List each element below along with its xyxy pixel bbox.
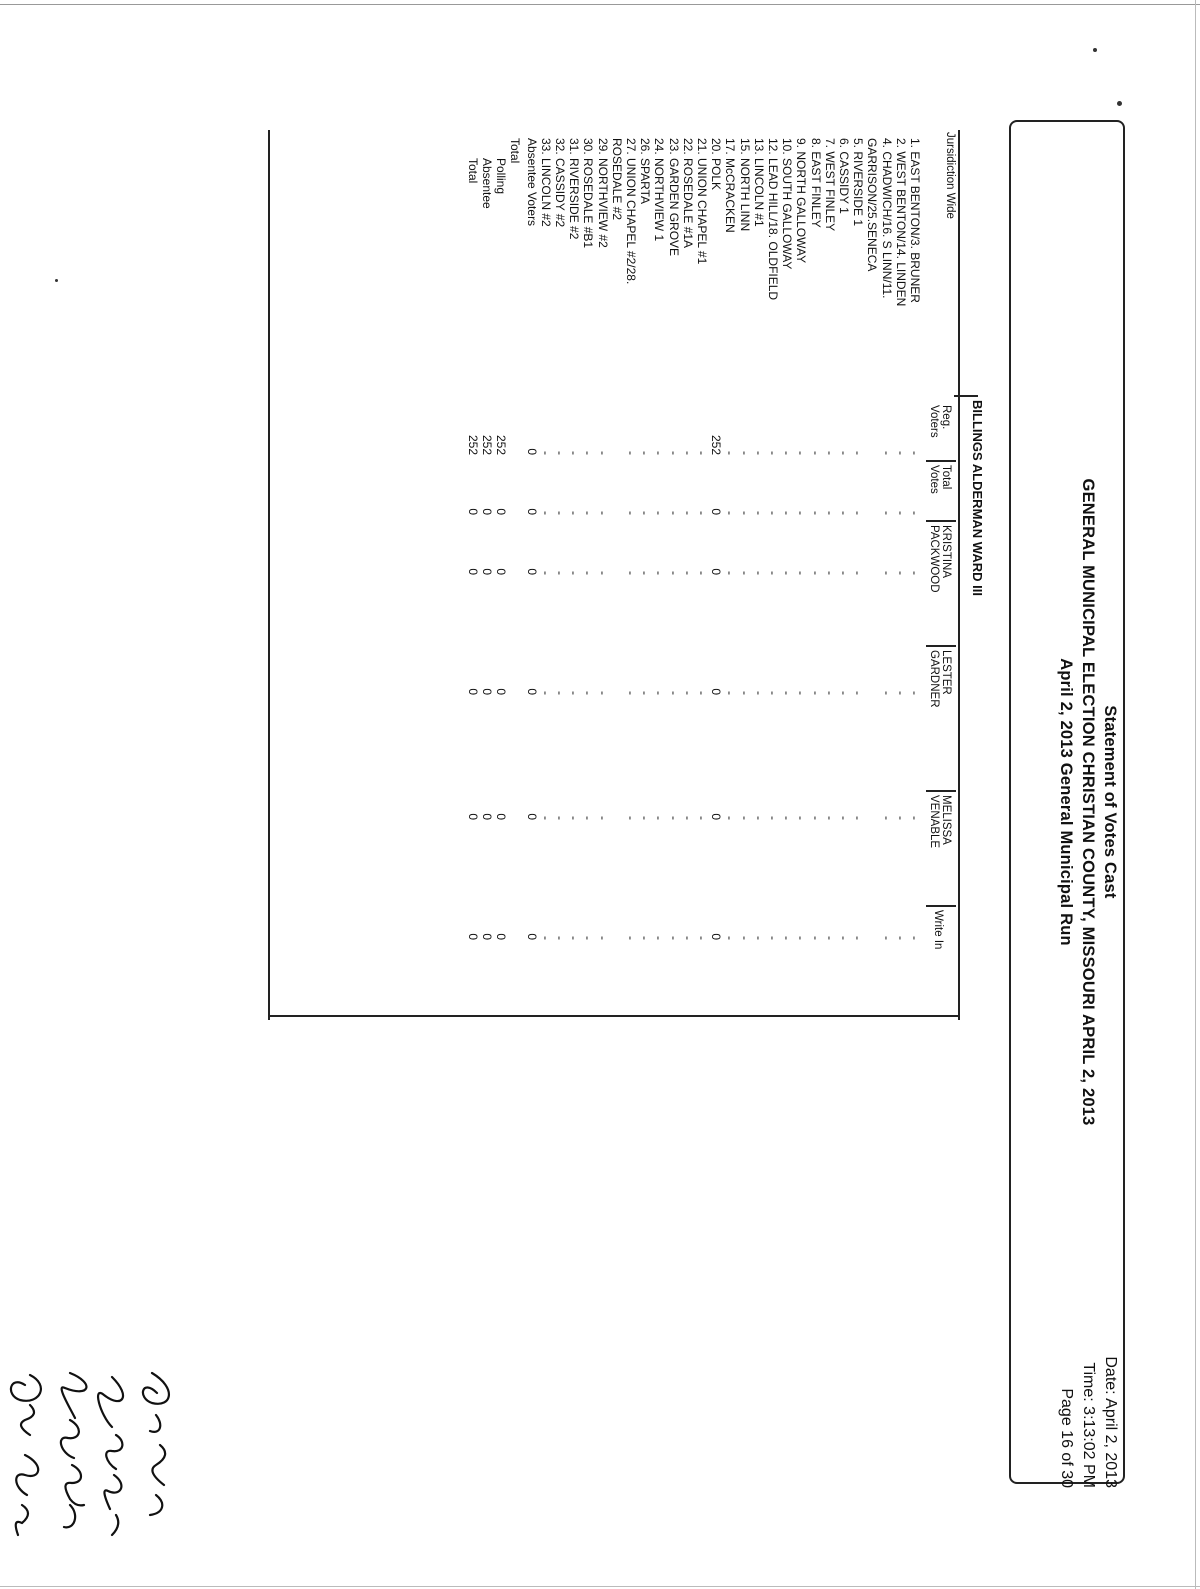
cell-c2: - bbox=[908, 691, 922, 695]
cell-c1: - bbox=[680, 571, 695, 575]
row-label: 12. LEAD HILL/18. OLDFIELD bbox=[766, 138, 780, 301]
cell-reg: 252 bbox=[709, 434, 724, 455]
cell-c2: - bbox=[780, 691, 795, 695]
cell-reg: - bbox=[766, 451, 780, 455]
row-label: 20. POLK bbox=[709, 138, 724, 191]
col-gardner-line2: GARDNER bbox=[928, 650, 940, 708]
row-label: 26. SPARTA bbox=[638, 138, 653, 205]
cell-c2: - bbox=[808, 691, 823, 695]
row-label: 27. UNION CHAPEL #2/28. bbox=[624, 138, 638, 285]
table-row bbox=[596, 138, 610, 1038]
cell-tv: - bbox=[553, 511, 567, 515]
cell-tv: - bbox=[808, 511, 823, 515]
cell-c1: 0 bbox=[524, 568, 539, 575]
cell-c3: - bbox=[638, 816, 653, 820]
cell-c4: - bbox=[553, 936, 567, 940]
cell-c2: - bbox=[553, 691, 567, 695]
table-row bbox=[709, 138, 723, 1038]
cell-tv: 0 bbox=[494, 508, 509, 515]
cell-reg: 0 bbox=[524, 448, 539, 455]
cell-c4: - bbox=[893, 936, 908, 940]
cell-c3: - bbox=[908, 816, 922, 820]
cell-reg: - bbox=[666, 451, 681, 455]
cell-c4: 0 bbox=[494, 933, 509, 940]
cell-reg: - bbox=[595, 451, 610, 455]
row-label: 15. NORTH LINN bbox=[737, 138, 752, 232]
cell-reg: - bbox=[538, 451, 553, 455]
col-jurisdiction-header: Jursidiction Wide bbox=[944, 132, 956, 219]
row-label: 6. CASSIDY 1 bbox=[837, 138, 851, 214]
cell-c3: - bbox=[538, 816, 553, 820]
cell-c2: - bbox=[652, 691, 667, 695]
cell-c4: 0 bbox=[465, 933, 480, 940]
table-row bbox=[695, 138, 709, 1038]
cell-reg: - bbox=[879, 451, 894, 455]
cell-c2: - bbox=[723, 691, 738, 695]
cell-tv: - bbox=[695, 511, 709, 515]
total-rule bbox=[268, 130, 270, 1020]
col-total-votes-line2: Votes bbox=[928, 465, 940, 494]
table-row bbox=[652, 138, 666, 1038]
cell-c2: - bbox=[666, 691, 681, 695]
cell-c3: - bbox=[680, 816, 695, 820]
row-label: 13. LINCOLN #1 bbox=[751, 138, 766, 227]
cell-tv: - bbox=[766, 511, 780, 515]
cell-c3: - bbox=[837, 816, 851, 820]
table-row bbox=[894, 138, 908, 1038]
cell-c2: 0 bbox=[494, 688, 509, 695]
cell-c2: 0 bbox=[524, 688, 539, 695]
col-sep bbox=[926, 645, 956, 647]
row-label: 22. ROSEDALE #1A bbox=[680, 138, 695, 249]
cell-c1: - bbox=[567, 571, 582, 575]
cell-reg: - bbox=[652, 451, 667, 455]
table-row bbox=[880, 138, 894, 1038]
cell-c1: - bbox=[723, 571, 738, 575]
table-row bbox=[766, 138, 780, 1038]
cell-c3: - bbox=[666, 816, 681, 820]
cell-c2: - bbox=[879, 691, 894, 695]
cell-c1: - bbox=[780, 571, 795, 575]
cell-c2: - bbox=[680, 691, 695, 695]
report-time: Time: 3:13:02 PM bbox=[1080, 1362, 1097, 1488]
col-reg-voters-line1: Reg. bbox=[940, 405, 952, 430]
cell-c2: - bbox=[751, 691, 766, 695]
cell-c4: 0 bbox=[524, 933, 539, 940]
report-run: April 2, 2013 General Municipal Run bbox=[1057, 658, 1075, 946]
cell-reg: - bbox=[808, 451, 823, 455]
cell-c1: - bbox=[766, 571, 780, 575]
table-row bbox=[539, 138, 553, 1038]
cell-reg: - bbox=[581, 451, 596, 455]
table-row bbox=[624, 138, 638, 1038]
row-label: 10. SOUTH GALLOWAY bbox=[780, 138, 795, 270]
table-row bbox=[908, 138, 922, 1038]
cell-c4: - bbox=[794, 936, 809, 940]
cell-reg: - bbox=[737, 451, 752, 455]
cell-c4: - bbox=[908, 936, 922, 940]
cell-c3: - bbox=[737, 816, 752, 820]
table-row bbox=[809, 138, 823, 1038]
cell-c1: - bbox=[893, 571, 908, 575]
col-venable-line2: VENABLE bbox=[928, 795, 940, 849]
cell-tv: - bbox=[624, 511, 638, 515]
col-venable-header bbox=[928, 795, 952, 848]
table-row bbox=[581, 138, 595, 1038]
cell-c1: - bbox=[553, 571, 567, 575]
cell-c3: - bbox=[851, 816, 866, 820]
cell-reg: - bbox=[751, 451, 766, 455]
cell-c4: - bbox=[766, 936, 780, 940]
row-label: 5. RIVERSIDE 1 bbox=[851, 138, 866, 227]
cell-c4: - bbox=[695, 936, 709, 940]
cell-c2: 0 bbox=[480, 688, 494, 695]
col-gardner-header bbox=[928, 650, 952, 708]
row-label: Total bbox=[465, 158, 480, 184]
cell-c4: - bbox=[808, 936, 823, 940]
row-label: Absentee bbox=[480, 158, 494, 209]
cell-c4: - bbox=[595, 936, 610, 940]
cell-c4: - bbox=[723, 936, 738, 940]
cell-c1: 0 bbox=[480, 568, 494, 575]
cell-tv: - bbox=[581, 511, 596, 515]
col-gardner-line1: LESTER bbox=[940, 650, 952, 695]
cell-reg: - bbox=[822, 451, 837, 455]
cell-c4: - bbox=[666, 936, 681, 940]
cell-reg: - bbox=[780, 451, 795, 455]
table-row bbox=[553, 138, 567, 1038]
cell-c3: - bbox=[595, 816, 610, 820]
cell-tv: - bbox=[893, 511, 908, 515]
cell-c4: - bbox=[680, 936, 695, 940]
cell-c4: - bbox=[751, 936, 766, 940]
table-row bbox=[466, 138, 480, 1038]
cell-c2: - bbox=[893, 691, 908, 695]
col-reg-voters-line2: Voters bbox=[928, 405, 940, 438]
cell-c1: 0 bbox=[494, 568, 509, 575]
contest-title: BILLINGS ALDERMAN WARD III bbox=[970, 400, 985, 596]
cell-reg: - bbox=[893, 451, 908, 455]
cell-c2: - bbox=[638, 691, 653, 695]
col-reg-voters-header bbox=[928, 405, 952, 438]
table-row bbox=[752, 138, 766, 1038]
row-label: 4. CHADWICH/16. S LINN/11. bbox=[879, 138, 894, 299]
row-label: 24. NORTHVIEW 1 bbox=[652, 138, 667, 242]
cell-c2: - bbox=[737, 691, 752, 695]
cell-c3: 0 bbox=[709, 813, 724, 820]
report-header-box bbox=[1009, 120, 1125, 1488]
cell-c4: - bbox=[737, 936, 752, 940]
cell-c3: - bbox=[751, 816, 766, 820]
cell-c4: 0 bbox=[709, 933, 724, 940]
cell-c4: - bbox=[581, 936, 596, 940]
table-row bbox=[480, 138, 494, 1038]
cell-reg: - bbox=[553, 451, 567, 455]
table-row bbox=[851, 138, 865, 1038]
cell-c1: - bbox=[879, 571, 894, 575]
cell-c1: - bbox=[822, 571, 837, 575]
cell-tv: - bbox=[652, 511, 667, 515]
row-label: Total bbox=[508, 138, 523, 164]
report-title: Statement of Votes Cast bbox=[1101, 705, 1119, 899]
table-row bbox=[610, 138, 624, 1038]
cell-c1: 0 bbox=[709, 568, 724, 575]
table-row bbox=[567, 138, 581, 1038]
row-label: 33. LINCOLN #2 bbox=[538, 138, 553, 227]
cell-c1: - bbox=[751, 571, 766, 575]
cell-tv: - bbox=[837, 511, 851, 515]
row-label: 1. EAST BENTON/3. BRUNER bbox=[908, 138, 922, 303]
table-row bbox=[494, 138, 508, 1038]
cell-reg: - bbox=[908, 451, 922, 455]
cell-c2: - bbox=[695, 691, 709, 695]
row-label: Polling bbox=[494, 158, 509, 195]
cell-reg: - bbox=[695, 451, 709, 455]
table-row bbox=[638, 138, 652, 1038]
cell-c2: - bbox=[624, 691, 638, 695]
row-label: 29. NORTHVIEW #2 bbox=[595, 138, 610, 248]
cell-tv: - bbox=[822, 511, 837, 515]
cell-tv: - bbox=[723, 511, 738, 515]
cell-c4: 0 bbox=[480, 933, 494, 940]
cell-c1: - bbox=[908, 571, 922, 575]
cell-c3: - bbox=[808, 816, 823, 820]
cell-reg: - bbox=[638, 451, 653, 455]
cell-reg: - bbox=[680, 451, 695, 455]
table-row bbox=[738, 138, 752, 1038]
col-sep bbox=[926, 460, 956, 462]
cell-c3: - bbox=[794, 816, 809, 820]
cell-tv: - bbox=[908, 511, 922, 515]
cell-c4: - bbox=[851, 936, 866, 940]
cell-c2: - bbox=[581, 691, 596, 695]
cell-c1: - bbox=[737, 571, 752, 575]
col-sep bbox=[926, 905, 956, 907]
cell-c1: - bbox=[538, 571, 553, 575]
cell-c1: 0 bbox=[465, 568, 480, 575]
row-label: 9. NORTH GALLOWAY bbox=[794, 138, 809, 264]
cell-c3: 0 bbox=[465, 813, 480, 820]
cell-c2: - bbox=[567, 691, 582, 695]
cell-tv: - bbox=[780, 511, 795, 515]
cell-c2: - bbox=[837, 691, 851, 695]
row-label: 7. WEST FINLEY bbox=[822, 138, 837, 232]
cell-c4: - bbox=[780, 936, 795, 940]
cell-tv: 0 bbox=[480, 508, 494, 515]
col-writein-header: Write In bbox=[932, 910, 944, 950]
cell-c1: - bbox=[794, 571, 809, 575]
row-label: Absentee Voters bbox=[524, 138, 539, 227]
cell-c3: 0 bbox=[480, 813, 494, 820]
table-row bbox=[780, 138, 794, 1038]
cell-reg: 252 bbox=[465, 434, 480, 455]
table-row bbox=[525, 138, 539, 1038]
report-date: Date: April 2, 2013 bbox=[1102, 1356, 1119, 1488]
cell-c1: - bbox=[851, 571, 866, 575]
table-row bbox=[508, 138, 522, 1038]
cell-c1: - bbox=[624, 571, 638, 575]
cell-c2: - bbox=[822, 691, 837, 695]
cell-c2: - bbox=[794, 691, 809, 695]
cell-c2: - bbox=[595, 691, 610, 695]
cell-c3: - bbox=[780, 816, 795, 820]
cell-c4: - bbox=[638, 936, 653, 940]
row-label: 2. WEST BENTON/14. LINDEN bbox=[893, 138, 908, 307]
table-row bbox=[681, 138, 695, 1038]
cell-c4: - bbox=[538, 936, 553, 940]
cell-c4: - bbox=[879, 936, 894, 940]
cell-c3: - bbox=[893, 816, 908, 820]
cell-tv: - bbox=[595, 511, 610, 515]
cell-tv: - bbox=[879, 511, 894, 515]
cell-c1: - bbox=[638, 571, 653, 575]
cell-c4: - bbox=[567, 936, 582, 940]
cell-tv: 0 bbox=[524, 508, 539, 515]
table-row bbox=[794, 138, 808, 1038]
row-label: 8. EAST FINLEY bbox=[808, 138, 823, 228]
cell-reg: - bbox=[794, 451, 809, 455]
cell-c2: - bbox=[851, 691, 866, 695]
col-sep bbox=[926, 790, 956, 792]
cell-c3: - bbox=[624, 816, 638, 820]
cell-c4: - bbox=[624, 936, 638, 940]
table-row bbox=[865, 138, 879, 1038]
report-subtitle: GENERAL MUNICIPAL ELECTION CHRISTIAN COUNTY, MISSOURI APRIL 2, 2013 bbox=[1079, 478, 1097, 1126]
cell-reg: 252 bbox=[494, 434, 509, 455]
cell-c4: - bbox=[652, 936, 667, 940]
col-venable-line1: MELISSA bbox=[940, 795, 952, 845]
cell-c4: - bbox=[837, 936, 851, 940]
col-packwood-line1: KRISTINA bbox=[940, 525, 952, 579]
cell-c2: 0 bbox=[709, 688, 724, 695]
cell-c1: - bbox=[666, 571, 681, 575]
cell-reg: - bbox=[624, 451, 638, 455]
cell-tv: 0 bbox=[709, 508, 724, 515]
cell-c2: - bbox=[766, 691, 780, 695]
cell-tv: - bbox=[666, 511, 681, 515]
col-total-votes-line1: Total bbox=[940, 465, 952, 490]
table-row bbox=[823, 138, 837, 1038]
cell-reg: - bbox=[567, 451, 582, 455]
table-row bbox=[723, 138, 737, 1038]
cell-reg: - bbox=[851, 451, 866, 455]
col-packwood-line2: PACKWOOD bbox=[928, 525, 940, 593]
row-label: 17. McCRACKEN bbox=[723, 138, 738, 233]
cell-c3: - bbox=[822, 816, 837, 820]
cell-c3: - bbox=[652, 816, 667, 820]
cell-c3: - bbox=[879, 816, 894, 820]
cell-tv: - bbox=[538, 511, 553, 515]
row-label: GARRISON/25.SENECA bbox=[865, 138, 880, 272]
cell-tv: - bbox=[567, 511, 582, 515]
cell-c1: - bbox=[652, 571, 667, 575]
cell-tv: - bbox=[737, 511, 752, 515]
cell-c1: - bbox=[695, 571, 709, 575]
col-total-votes-header bbox=[928, 465, 952, 494]
row-label: ROSEDALE #2 bbox=[609, 138, 624, 221]
row-label: 21. UNION CHAPEL #1 bbox=[695, 138, 709, 265]
cell-c3: 0 bbox=[494, 813, 509, 820]
row-label: 31. RIVERSIDE #2 bbox=[567, 138, 582, 240]
cell-c4: - bbox=[822, 936, 837, 940]
row-label: 30. ROSEDALE #B1 bbox=[581, 138, 596, 249]
cell-c3: - bbox=[553, 816, 567, 820]
signatures-image bbox=[0, 1365, 190, 1585]
cell-c1: - bbox=[581, 571, 596, 575]
cell-tv: - bbox=[638, 511, 653, 515]
cell-c3: 0 bbox=[524, 813, 539, 820]
cell-c2: 0 bbox=[465, 688, 480, 695]
cell-tv: - bbox=[851, 511, 866, 515]
cell-c3: - bbox=[567, 816, 582, 820]
cell-c3: - bbox=[695, 816, 709, 820]
table-row bbox=[667, 138, 681, 1038]
table-row bbox=[837, 138, 851, 1038]
cell-c3: - bbox=[766, 816, 780, 820]
cell-c2: - bbox=[538, 691, 553, 695]
report-page: Page 16 of 30 bbox=[1058, 1388, 1075, 1488]
cell-c3: - bbox=[723, 816, 738, 820]
cell-c1: - bbox=[808, 571, 823, 575]
col-sep bbox=[926, 520, 956, 522]
cell-reg: - bbox=[837, 451, 851, 455]
cell-tv: - bbox=[680, 511, 695, 515]
cell-c1: - bbox=[595, 571, 610, 575]
cell-c1: - bbox=[837, 571, 851, 575]
cell-c3: - bbox=[581, 816, 596, 820]
header-tick bbox=[954, 395, 978, 397]
row-label: 23. GARDEN GROVE bbox=[666, 138, 681, 257]
cell-tv: - bbox=[794, 511, 809, 515]
cell-tv: - bbox=[751, 511, 766, 515]
cell-reg: 252 bbox=[480, 434, 494, 455]
cell-reg: - bbox=[723, 451, 738, 455]
row-label: 32. CASSIDY #2 bbox=[553, 138, 567, 228]
header-rule bbox=[958, 130, 960, 1020]
cell-tv: 0 bbox=[465, 508, 480, 515]
col-packwood-header bbox=[928, 525, 952, 593]
